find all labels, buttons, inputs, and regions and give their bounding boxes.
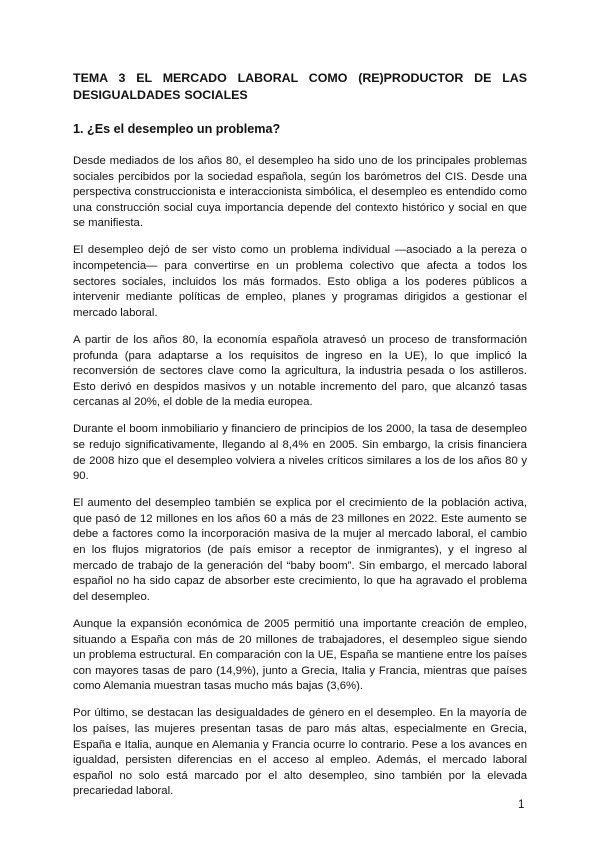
paragraph: Durante el boom inmobiliario y financiero de principios de los 2000, la tasa de desempleo se redujo significativamente, llegando al 8,4% en 2005. Sin embargo, la crisis financiera de 2008 hizo que el desempleo volviera a niveles críticos similares a los de los años 80 y 90. xyxy=(73,423,527,483)
paragraph: Desde mediados de los años 80, el desempleo ha sido uno de los principales problemas sociales percibidos por la sociedad española, según los barómetros del CIS. Desde una perspectiva construccionista e interaccionista simbólica, el desempleo es entendido como una construcción social cuya importancia depende del contexto histórico y social en que se manifiesta. xyxy=(73,155,527,230)
section-heading: 1. ¿Es el desempleo un problema? xyxy=(73,122,281,136)
page-number: 1 xyxy=(518,799,525,811)
paragraph: El desempleo dejó de ser visto como un problema individual —asociado a la pereza o incompetencia— para convertirse en un problema colectivo que afecta a todos los sectores sociales, incluidos los más formados. Esto obliga a los poderes públicos a intervenir mediante políticas de empleo, planes y programas dirigidos a gestionar el mercado laboral. xyxy=(73,244,527,319)
paragraph: A partir de los años 80, la economía española atravesó un proceso de transformación profunda (para adaptarse a los requisitos de ingreso en la UE), lo que implicó la reconversión de sectores clave como la agricultura, la industria pesada o los astilleros. Esto derivó en despidos masivos y un notable incremento del paro, que alcanzó tasas cercanas al 20%, el doble de la media europea. xyxy=(73,333,527,409)
paragraph: Aunque la expansión económica de 2005 permitió una importante creación de empleo, situando a España con más de 20 millones de trabajadores, el desempleo sigue siendo un problema estructural. En comparación con la UE, España se mantiene entre los países con mayores tasas de paro (14,9%), junto a Grecia, Italia y Francia, mientras que países como Alemania muestran tasas mucho más bajas (3,6%). xyxy=(73,617,527,693)
paragraph: Por último, se destacan las desigualdades de género en el desempleo. En la mayoría de los países, las mujeres presentan tasas de paro más altas, especialmente en Grecia, España e Italia, aunque en Alemania y Francia ocurre lo contrario. Pese a los avances en igualdad, persisten diferencias en el acceso al empleo. Además, el mercado laboral español no solo está marcado por el alto desempleo, sino también por la elevada precariedad laboral. xyxy=(73,707,527,798)
paragraph: El aumento del desempleo también se explica por el crecimiento de la población activa, que pasó de 12 millones en los años 60 a más de 23 millones en 2022. Este aumento se debe a factores como la incorporación masiva de la mujer al mercado laboral, el cambio en los flujos migratorios (de país emisor a receptor de inmigrantes), y el ingreso al mercado de trabajo de la generación del “baby boom”. Sin embargo, el mercado laboral español no ha sido capaz de absorber este crecimiento, lo que ha agravado el problema del desempleo. xyxy=(73,497,527,603)
document-title: TEMA 3 EL MERCADO LABORAL COMO (RE)PRODUCTOR DE LAS DESIGUALDADES SOCIALES xyxy=(73,71,527,102)
page-content xyxy=(73,70,527,811)
